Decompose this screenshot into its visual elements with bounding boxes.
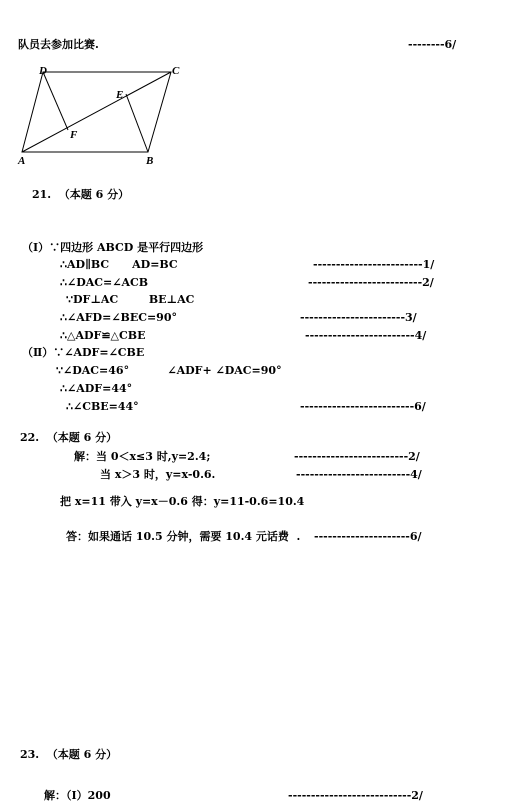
label-d: D bbox=[39, 65, 47, 77]
label-e: E bbox=[116, 89, 124, 101]
q21-line-5: ∴∠AFD=∠BEC=90° bbox=[60, 311, 177, 324]
q22-score-6: ---------------------6/ bbox=[314, 530, 422, 543]
q23-heading: 23. （本题 6 分） bbox=[20, 748, 118, 761]
segment-df bbox=[43, 72, 68, 130]
q21-line-3: ∴∠DAC=∠ACB bbox=[60, 276, 149, 289]
q22-score-4: -------------------------4/ bbox=[296, 468, 422, 481]
label-f: F bbox=[70, 129, 78, 141]
label-a: A bbox=[18, 155, 26, 167]
intro-text: 队员去参加比赛. bbox=[18, 38, 99, 51]
q21-score-6: -------------------------6/ bbox=[300, 400, 426, 413]
q22-answer: 答：如果通话 10.5 分钟，需要 10.4 元话费 . bbox=[66, 530, 301, 543]
parallelogram-figure bbox=[10, 60, 210, 170]
intro-score: --------6/ bbox=[408, 38, 457, 51]
q22-line-1: 解：当 0＜x≤3 时,y=2.4; bbox=[74, 450, 211, 463]
q21-heading: 21. （本题 6 分） bbox=[32, 188, 130, 201]
q21-line-9: ∴∠ADF=44° bbox=[60, 382, 133, 395]
q21-line-4: ∵DF⊥AC BE⊥AC bbox=[66, 293, 195, 306]
q21-line-1: （Ⅰ）∵四边形 ABCD 是平行四边形 bbox=[22, 241, 204, 254]
q23-score-2: ---------------------------2/ bbox=[288, 789, 423, 802]
q21-line-2: ∴AD∥BC AD=BC bbox=[60, 258, 178, 271]
q21-line-10: ∴∠CBE=44° bbox=[66, 400, 139, 413]
q21-score-2: -------------------------2/ bbox=[308, 276, 434, 289]
diagonal-ac bbox=[22, 72, 171, 152]
q21-score-1: ------------------------1/ bbox=[313, 258, 435, 271]
q22-heading: 22. （本题 6 分） bbox=[20, 431, 118, 444]
label-b: B bbox=[146, 155, 154, 167]
q22-score-2: -------------------------2/ bbox=[294, 450, 420, 463]
segment-be bbox=[126, 94, 148, 152]
label-c: C bbox=[172, 65, 180, 77]
q21-line-6: ∴△ADF≌△CBE bbox=[60, 329, 146, 342]
q21-score-3: -----------------------3/ bbox=[300, 311, 417, 324]
q22-line-2: 当 x＞3 时，y=x-0.6. bbox=[100, 468, 216, 481]
q22-line-3: 把 x=11 带入 y=x－0.6 得：y=11-0.6=10.4 bbox=[60, 495, 305, 508]
q21-score-4: ------------------------4/ bbox=[305, 329, 427, 342]
q21-line-8: ∵∠DAC=46° ∠ADF+ ∠DAC=90° bbox=[56, 364, 282, 377]
q21-line-7: （Ⅱ）∵∠ADF=∠CBE bbox=[22, 346, 145, 359]
q23-line-1: 解：（Ⅰ）200 bbox=[44, 789, 111, 802]
